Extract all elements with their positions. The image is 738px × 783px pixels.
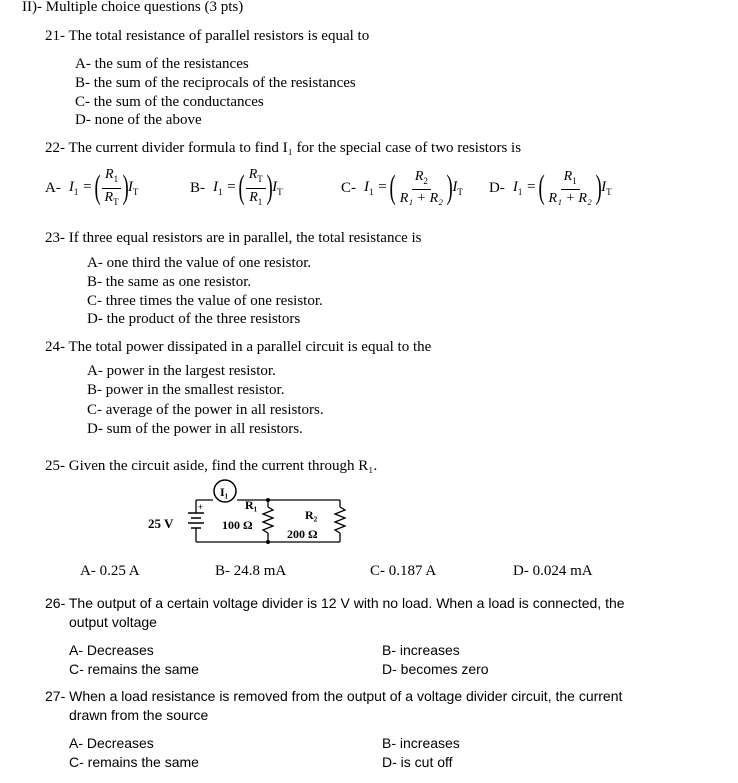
q24-option-b[interactable]: B- power in the smallest resistor. xyxy=(87,382,285,398)
q22-c-lhs: I xyxy=(364,179,369,195)
q22-b-num-sub: T xyxy=(257,173,263,184)
q25-circuit-diagram xyxy=(140,478,360,558)
question-22-stem: 22- The current divider formula to find I₁ for the special case of two resistors is xyxy=(45,140,522,156)
q22-a-rhs-sub: T xyxy=(132,187,139,197)
q22-d-num-sub: 1 xyxy=(572,175,577,186)
q25-option-a[interactable]: A- 0.25 A xyxy=(80,563,140,579)
q22-c-lhs-sub: 1 xyxy=(369,187,374,197)
q24-option-c[interactable]: C- average of the power in all resistors. xyxy=(87,402,324,418)
svg-text:+: + xyxy=(198,502,204,512)
question-23-stem: 23- If three equal resistors are in parallel, the total resistance is xyxy=(45,230,422,246)
q22-d-den: R₁ + R₂ xyxy=(548,191,592,207)
q21-option-c[interactable]: C- the sum of the conductances xyxy=(75,94,264,110)
question-24-stem: 24- The total power dissipated in a parallel circuit is equal to the xyxy=(45,339,432,355)
q22-d-lhs: I xyxy=(512,179,518,195)
q22-a-num: R xyxy=(105,166,114,182)
q22-b-rhs-sub: T xyxy=(277,187,283,197)
q22-c-rhs: I xyxy=(452,179,458,195)
q27-option-c[interactable]: C- remains the same xyxy=(69,754,199,770)
q22-d-rhs: I xyxy=(601,179,607,195)
q23-option-c[interactable]: C- three times the value of one resistor. xyxy=(87,293,323,309)
q23-option-b[interactable]: B- the same as one resistor. xyxy=(87,274,252,290)
q22-d-rhs-sub: T xyxy=(606,187,612,197)
q25-option-d[interactable]: D- 0.024 mA xyxy=(513,563,593,579)
q22-b-den: R xyxy=(249,189,258,205)
ammeter-label: I₁ xyxy=(220,485,229,499)
question-27-stem-line1: 27- When a load resistance is removed from the output of a voltage divider circuit, the current xyxy=(45,688,623,704)
q27-option-a[interactable]: A- Decreases xyxy=(69,735,154,751)
q22-b-lhs-sub: 1 xyxy=(218,187,223,197)
q22-option-d-letter: D- xyxy=(489,179,505,196)
q22-b-den-sub: 1 xyxy=(257,196,263,207)
q22-d-lhs-sub: 1 xyxy=(517,187,523,197)
question-26-stem-line2: output voltage xyxy=(69,614,157,630)
q22-a-num-sub: 1 xyxy=(113,173,119,184)
q24-option-a[interactable]: A- power in the largest resistor. xyxy=(87,363,276,379)
q22-option-d[interactable]: D- $I_1$ = ( $\frac{R_1}{\text{R₁ + R₂}}$ ) $I_T$ xyxy=(489,168,612,207)
q22-d-num: R xyxy=(563,168,573,184)
q22-c-den: R₁ + R₂ xyxy=(399,191,443,207)
q22-a-lhs: I xyxy=(68,179,74,195)
q22-c-rhs-sub: T xyxy=(457,187,463,197)
q26-option-d[interactable]: D- becomes zero xyxy=(382,661,489,677)
q22-option-b-letter: B- xyxy=(190,179,205,196)
q22-b-lhs: I xyxy=(213,179,218,195)
q24-option-d[interactable]: D- sum of the power in all resistors. xyxy=(87,421,303,437)
r2-label: R₂ xyxy=(305,508,318,522)
r1-label: R₁ xyxy=(245,498,258,512)
source-voltage-label: 25 V xyxy=(148,516,174,531)
q22-option-c[interactable]: C- $I_1$ = ( $\frac{R_2}{\text{R₁ + R₂}}$ ) $I_T$ xyxy=(341,168,463,207)
q21-option-d[interactable]: D- none of the above xyxy=(75,112,202,128)
question-26-stem-line1: 26- The output of a certain voltage divider is 12 V with no load. When a load is connected, the xyxy=(45,595,625,611)
q27-option-b[interactable]: B- increases xyxy=(382,735,460,751)
question-21-stem: 21- The total resistance of parallel resistors is equal to xyxy=(45,28,370,44)
q22-option-a[interactable]: A- $I_1$ = ( $\frac{R_1}{R_T}$ ) $I_T$ xyxy=(45,166,139,207)
q22-b-rhs: I xyxy=(272,179,278,195)
r1-resistor-icon xyxy=(263,507,273,533)
q21-option-b[interactable]: B- the sum of the reciprocals of the resistances xyxy=(75,75,356,91)
r1-value: 100 Ω xyxy=(222,518,253,532)
q21-option-a[interactable]: A- the sum of the resistances xyxy=(75,56,249,72)
q22-a-rhs: I xyxy=(127,179,133,195)
q22-option-b[interactable]: B- $I_1$ = ( $\frac{R_T}{R_1}$ ) $I_T$ xyxy=(190,166,283,207)
q22-option-a-letter: A- xyxy=(45,179,61,196)
section-title: II)- Multiple choice questions (3 pts) xyxy=(22,0,244,15)
q26-option-a[interactable]: A- Decreases xyxy=(69,642,154,658)
q25-option-b[interactable]: B- 24.8 mA xyxy=(215,563,287,579)
q27-option-d[interactable]: D- is cut off xyxy=(382,754,453,770)
r2-resistor-icon xyxy=(335,507,345,533)
question-25-stem: 25- Given the circuit aside, find the current through R₁. xyxy=(45,458,378,474)
q22-a-den-sub: T xyxy=(113,196,119,207)
question-27-stem-line2: drawn from the source xyxy=(69,707,209,723)
r2-value: 200 Ω xyxy=(287,527,318,541)
q22-b-num: R xyxy=(248,166,258,182)
q26-option-c[interactable]: C- remains the same xyxy=(69,661,199,677)
q22-a-lhs-sub: 1 xyxy=(73,187,79,197)
q26-option-b[interactable]: B- increases xyxy=(382,642,460,658)
q22-c-num: R xyxy=(414,168,424,184)
q23-option-d[interactable]: D- the product of the three resistors xyxy=(87,311,301,327)
q22-option-c-letter: C- xyxy=(341,179,356,196)
q22-c-num-sub: 2 xyxy=(423,175,428,186)
q22-a-den: R xyxy=(104,189,114,205)
q23-option-a[interactable]: A- one third the value of one resistor. xyxy=(87,255,312,271)
q25-option-c[interactable]: C- 0.187 A xyxy=(370,563,437,579)
